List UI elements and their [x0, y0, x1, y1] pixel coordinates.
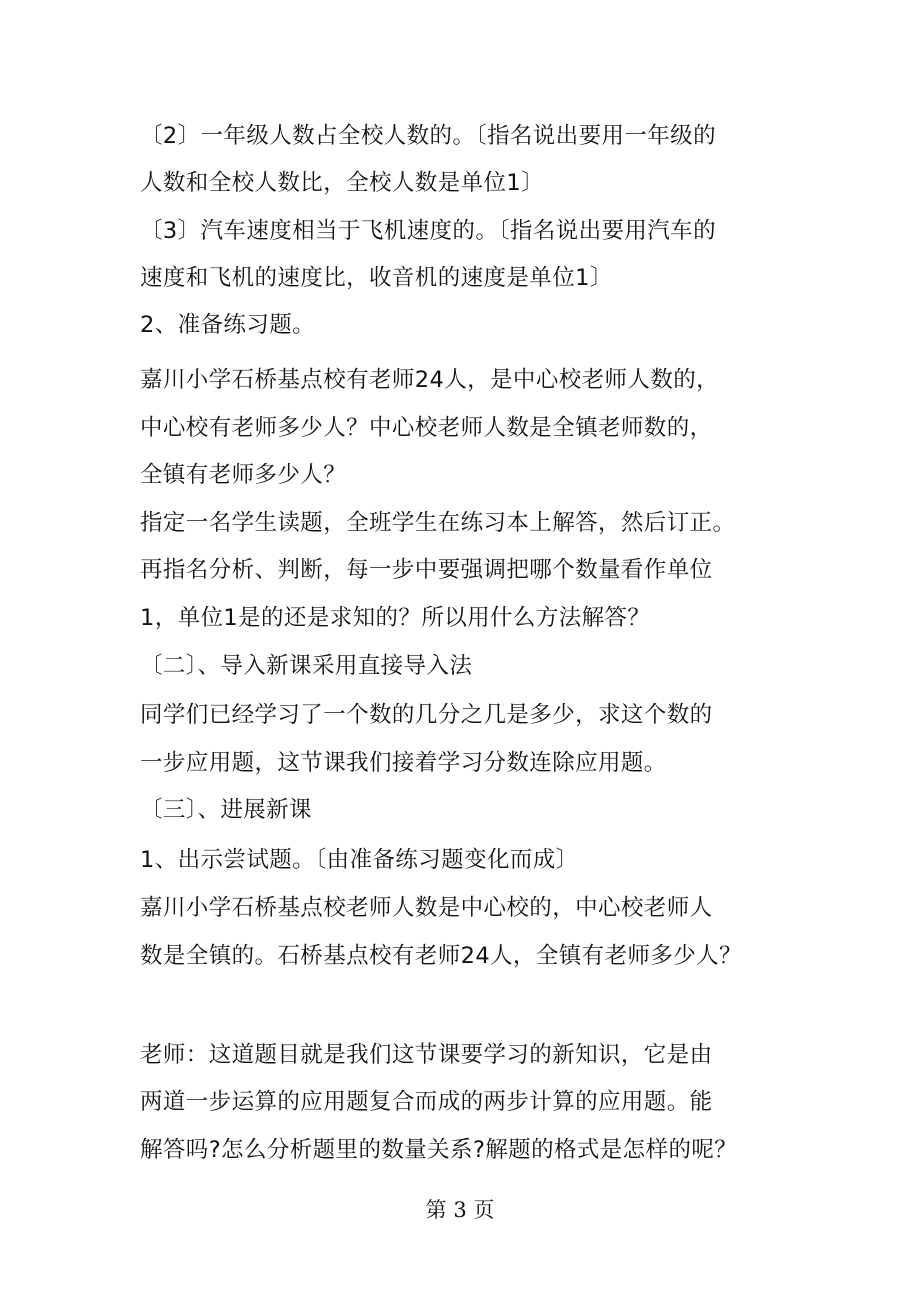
text-line: 解答吗?怎么分析题里的数量关系?解题的格式是怎样的呢？ — [140, 1137, 738, 1163]
text-line: 数是全镇的。石桥基点校有老师24人，全镇有老师多少人？ — [140, 943, 742, 969]
section-heading: 1、出示尝试题。〔由准备练习题变化而成〕 — [140, 847, 579, 873]
section-heading: 〔二〕、导入新课采用直接导入法 — [140, 653, 473, 679]
text-line: 1，单位1是的还是求知的？所以用什么方法解答？ — [140, 605, 651, 631]
section-heading: 〔三〕、进展新课 — [140, 797, 312, 823]
text-line: 速度和飞机的速度比，收音机的速度是单位1〕 — [140, 265, 613, 291]
page-number: 第 3 页 — [425, 1198, 495, 1222]
text-line: 〔2〕一年级人数占全校人数的。〔指名说出要用一年级的 — [140, 123, 716, 149]
text-line: 一步应用题，这节课我们接着学习分数连除应用题。 — [140, 750, 667, 776]
text-line: 再指名分析、判断，每一步中要强调把哪个数量看作单位 — [140, 557, 713, 583]
text-line: 全镇有老师多少人？ — [140, 462, 347, 488]
text-line: 同学们已经学习了一个数的几分之几是多少，求这个数的 — [140, 702, 713, 728]
text-line: 人数和全校人数比，全校人数是单位1〕 — [140, 170, 545, 196]
text-line: 指定一名学生读题，全班学生在练习本上解答，然后订正。 — [140, 510, 736, 536]
text-line: 中心校有老师多少人？中心校老师人数是全镇老师数的， — [140, 415, 713, 441]
text-line: 〔3〕汽车速度相当于飞机速度的。〔指名说出要用汽车的 — [140, 218, 716, 244]
section-heading: 2、准备练习题。 — [140, 312, 316, 338]
text-line: 嘉川小学石桥基点校有老师24人，是中心校老师人数的， — [140, 367, 720, 393]
text-line: 嘉川小学石桥基点校老师人数是中心校的，中心校老师人 — [140, 895, 713, 921]
text-line: 老师：这道题目就是我们这节课要学习的新知识，它是由 — [140, 1042, 713, 1068]
text-line: 两道一步运算的应用题复合而成的两步计算的应用题。能 — [140, 1089, 713, 1115]
